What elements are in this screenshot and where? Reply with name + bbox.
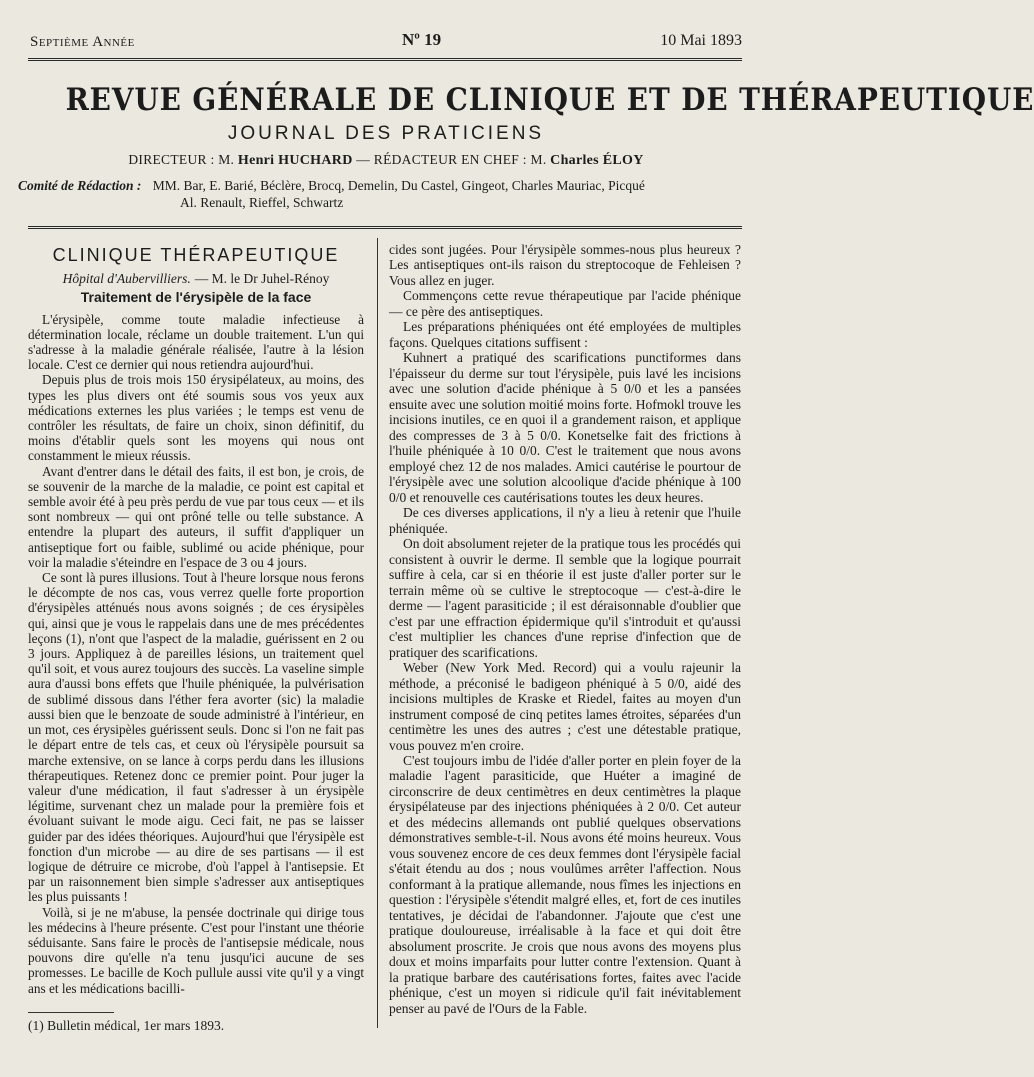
paragraph: Depuis plus de trois mois 150 érysipélateux, au moins, des types les plus divers ont été soumis sous vos yeux aux médications externes les plus variées ; le temps est venu de contrôler les résultats, de faire un choix, sinon définitif, du moins d'établir quels sont les moyens qui nous ont constamment le mieux réussis. [28,372,364,464]
redacteur-label: — RÉDACTEUR EN CHEF : M. [352,152,551,167]
committee-members-line1: MM. Bar, E. Barié, Béclère, Brocq, Demelin, Du Castel, Gingeot, Charles Mauriac, Picqué [152,178,645,193]
directeur-name: Henri HUCHARD [237,153,353,168]
left-column [28,242,364,996]
directeur-label: DIRECTEUR : M. [128,152,238,167]
journal-subtitle: JOURNAL DES PRATICIENS [227,123,545,144]
section-title: CLINIQUE THÉRAPEUTIQUE [52,245,340,265]
issue-number: Nº 19 [402,30,442,49]
column-divider [377,238,378,1028]
committee-label: Comité de Rédaction : [18,178,142,193]
editorial-direction [30,152,742,169]
article-byline [28,271,364,286]
issue-year: Septième Année [30,34,135,50]
journal-title: REVUE GÉNÉRALE DE CLINIQUE ET DE THÉRAPEUTIQUE [65,82,1034,118]
paragraph: Ce sont là pures illusions. Tout à l'heure lorsque nous ferons le décompte de nos cas, vous verrez quelle forte proportion d'érysipèles atténués nous avons soignés ; de ces érysipèles qui, ainsi que je vous le rappelais dans une de mes précédentes leçons (1), n'ont que l'aspect de la maladie, guérissent en 2 ou 3 jours. Appliquez à de pareilles lésions, un traitement quel qu'il soit, et vous aurez toujours des succès. La vaseline simple aura d'aussi bons effets que l'huile phéniquée, la pulvérisation de sublimé dissous dans l'éther fera avorter (sic) la maladie aussi bien que le benzoate de soude administré à l'intérieur, en un mot, ces érysipèles guérissent seuls. Donc si l'on ne fait pas le départ entre de tels cas, et ceux où l'érysipèle poursuit sa marche extensive, on se lance à corps perdu dans les illusions thérapeutiques. Retenez donc ce premier point. Pour juger la valeur d'une médication, il faut s'adresser à un érysipèle légitime, survenant chez un malade pour la première fois et évoluant suivant le mode aigu. Ceci fait, ne pas se laisser guider par des idées théoriques. Aujourd'hui que l'érysipèle est fonction d'un microbe — au dire de ses partisans — il est logique de détruire ce microbe, d'où l'appel à l'antisepsie. Et par un raisonnement bien simple s'adresser aux antiseptiques les plus puissants ! [28,570,364,905]
footnote: (1) Bulletin médical, 1er mars 1893. [28,1018,225,1033]
paragraph: L'érysipèle, comme toute maladie infectieuse à détermination locale, réclame un double traitement. L'un qui s'adresse à la maladie générale réalisée, l'autre à la lésion locale. C'est ce dernier qui nous retiendra aujourd'hui. [28,311,364,373]
article-title: Traitement de l'érysipèle de la face [80,289,312,306]
header-rule [28,58,742,64]
hospital-name: Hôpital d'Aubervilliers. [62,271,191,287]
editorial-committee [18,177,758,211]
footnote-rule [28,1012,114,1013]
right-column [389,242,741,1016]
paragraph: Commençons cette revue thérapeutique par l'acide phénique — ce père des antiseptiques. [389,288,741,319]
committee-members-line2: Al. Renault, Rieffel, Schwartz [180,195,344,210]
paragraph: Kuhnert a pratiqué des scarifications punctiformes dans l'épaisseur du derme sur tout l'érysipèle, puis lavé les incisions avec une solution d'acide phénique à 5 0/0 et les a pansées ensuite avec une solution moitié moins forte. Hofmokl trouve les incisions inutiles, ce en quoi il a grandement raison, et applique des compresses de 3 à 5 0/0. Konetselke fait des frictions à l'huile phéniquée à 10 0/0. C'est le traitement que nous avons employé chez 12 de nos malades. Amici cautérise le pourtour de l'érysipèle avec une solution alcoolique d'acide phénique à 100 0/0 et renouvelle ces cautérisations toutes les deux heures. [389,350,741,505]
paragraph: Avant d'entrer dans le détail des faits, il est bon, je crois, de se souvenir de la marche de la maladie, ce point est capital et semble avoir été à peu près perdu de vue par tous ceux — et ils sont nombreux — qui ont prôné telle ou telle substance. A entendre la plupart des auteurs, il suffit d'appliquer un antiseptique fort ou faible, sublimé ou acide phénique, pour voir la maladie s'éteindre en l'espace de 3 ou 4 jours. [28,463,364,570]
paragraph: Weber (New York Med. Record) qui a voulu rajeunir la méthode, a préconisé le badigeon phéniqué à 5 0/0, aidé des incisions multiples de Kraske et Riedel, faites au moyen d'un instrument composé de cinq petites lames étroites, séparées d'un centimètre les unes des autres ; c'est une détestable pratique, vous pouvez m'en croire. [389,660,741,753]
paragraph: On doit absolument rejeter de la pratique tous les procédés qui consistent à ouvrir le derme. Il semble que la logique pourrait suffire à cela, car si en théorie il est juste d'aller porter sur le terrain même où se cultive le streptocoque — c'est-à-dire le derme — l'agent parasiticide ; il est déraisonnable d'oublier que c'est par une effraction épidermique qu'il s'introduit et qu'aussi c'est multiplier les chances d'une reprise d'infection que de pratiquer des scarifications. [389,536,741,660]
author-name: — M. le Dr Juhel-Rénoy [194,271,330,287]
masthead-rule [28,226,742,232]
paragraph: C'est toujours imbu de l'idée d'aller porter en plein foyer de la maladie l'agent parasiticide, que Huéter a imaginé de circonscrire de deux centimètres en deux centimètres la plaque érysipélateuse par des injections phéniquées à 2 0/0. Cet auteur et des médecins allemands ont publié quelques observations démonstratives semble-t-il. Nous avons été moins heureux. Vous vous souvenez encore de ces deux femmes dont l'érysipèle facial s'était étendu au dos ; nous voulûmes arrêter l'affection. Nous conformant à la pratique allemande, nous fîmes les injections en question : l'érysipèle s'étendit malgré elles, et, fort de ces inutiles tentatives, je décidai de l'abandonner. J'ajoute que c'est une pratique douloureuse, irréalisable à la face et qui doit être absolument proscrite. Je crois que nous avons des moyens plus doux et moins imparfaits pour lutter contre l'extension. Quant à la pratique barbare des cautérisations fortes, faites avec l'acide phénique, c'est un moyen si ridicule qu'il fait inévitablement penser au pavé de l'Ours de la Fable. [389,752,741,1016]
paragraph: Voilà, si je ne m'abuse, la pensée doctrinale qui dirige tous les médecins à l'heure présente. C'est pour l'instant une théorie séduisante. Sans faire le procès de l'antisepsie médicale, nous pouvons dire qu'elle n'a tenu jusqu'ici aucune de ses promesses. Le bacille de Koch pullule aussi vite qu'il y a vingt ans et les médications bacilli- [28,904,364,996]
issue-date: 10 Mai 1893 [660,32,742,49]
redacteur-name: Charles ÉLOY [550,153,644,168]
paragraph: Les préparations phéniquées ont été employées de multiples façons. Quelques citations suffisent : [389,319,741,350]
paragraph: cides sont jugées. Pour l'érysipèle sommes-nous plus heureux ? Les antiseptiques ont-ils raison du streptocoque de Fehleisen ? Vous allez en juger. [389,242,741,288]
issue-header [30,30,742,52]
paragraph: De ces diverses applications, il n'y a lieu à retenir que l'huile phéniquée. [389,505,741,536]
